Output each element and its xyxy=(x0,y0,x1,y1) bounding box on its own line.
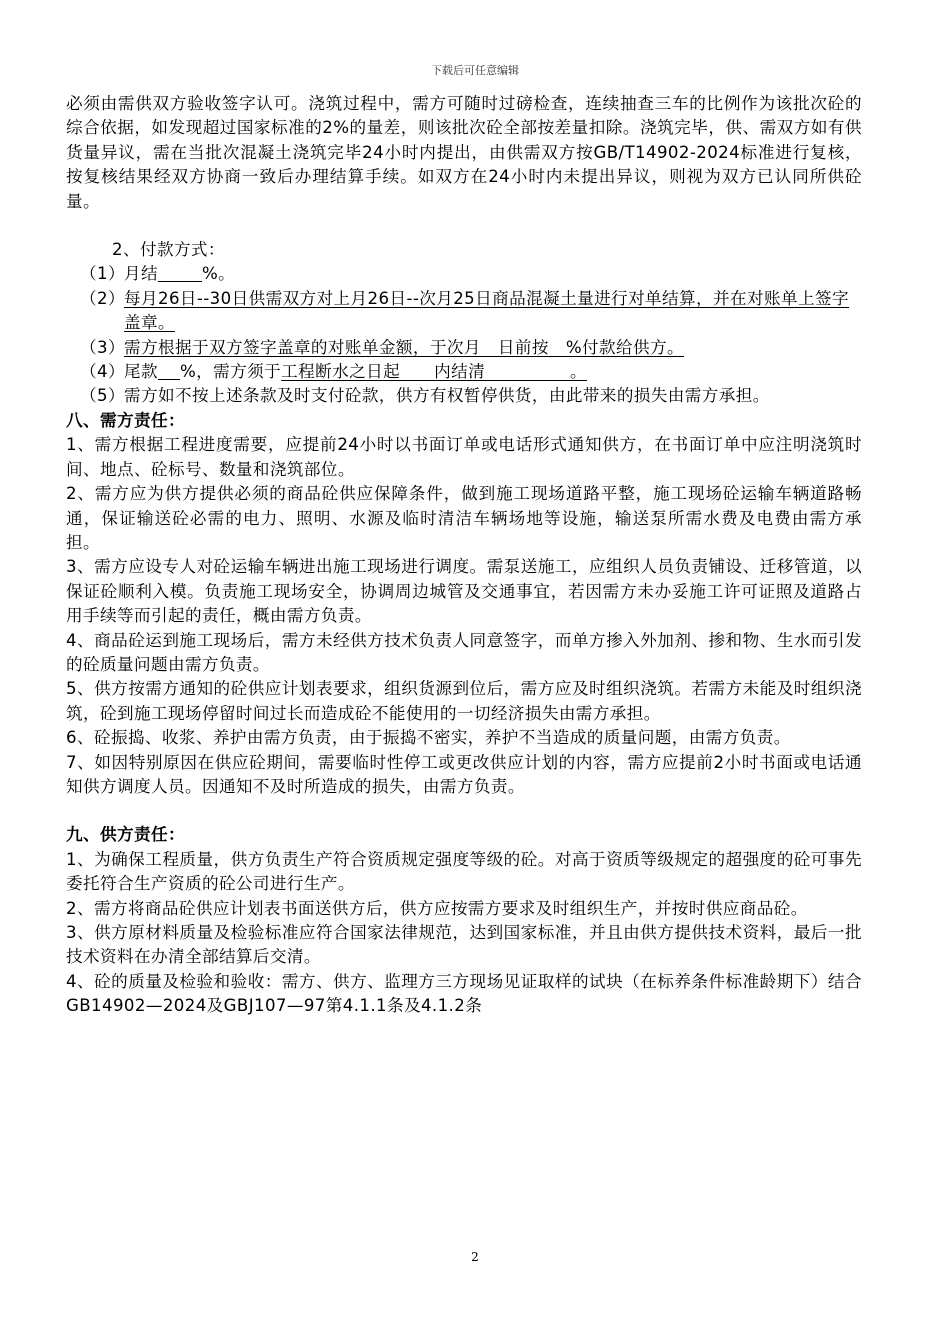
payment-item-5-text: 需方如不按上述条款及时支付砼款，供方有权暂停供货，由此带来的损失由需方承担。 xyxy=(124,386,770,406)
payment-item-4-text-c: 工程断水之日起 内结清 。 xyxy=(281,362,588,382)
payment-item-3 xyxy=(66,336,862,360)
section-9-item-3: 3、供方原材料质量及检验标准应符合国家法律规范，达到国家标准，并且由供方提供技术资料，最后一批技术资料在办清全部结算后交清。 xyxy=(66,923,862,967)
section-8-item-6: 6、砼振捣、收浆、养护由需方负责，由于振捣不密实，养护不当造成的质量问题，由需方负责。 xyxy=(66,728,791,748)
section-8-item-1: 1、需方根据工程进度需要，应提前24小时以书面订单或电话形式通知供方，在书面订单中应注明浇筑时间、地点、砼标号、数量和浇筑部位。 xyxy=(66,435,862,479)
intro-paragraph: 必须由需供双方验收签字认可。浇筑过程中，需方可随时过磅检查，连续抽查三车的比例作为该批次砼的综合依据，如发现超过国家标准的2%的量差，则该批次砼全部按差量扣除。浇筑完毕，供、需双方如有供货量异议，需在当批次混凝土浇筑完毕24小时内提出，由供需双方按GB/T14902-2024标准进行复核，按复核结果经双方协商一致后办理结算手续。如双方在24小时内未提出异议，则视为双方已认同所供砼量。 xyxy=(66,94,862,211)
payment-item-4-text-a: 尾款 xyxy=(124,362,158,382)
payment-item-3-text: 需方根据于双方签字盖章的对账单金额，于次月 日前按 %付款给供方。 xyxy=(124,337,684,357)
page-number: 2 xyxy=(471,1250,479,1264)
header-note: 下载后可任意编辑 xyxy=(431,64,519,77)
payment-item-2-text: 每月26日--30日供需双方对上月26日--次月25日商品混凝土量进行对单结算，并在对账单上签字盖章。 xyxy=(124,288,849,333)
payment-item-4-text-b: %，需方须于 xyxy=(180,362,282,382)
payment-item-1-text-a: 月结 xyxy=(124,264,158,284)
section-9-heading: 九、供方责任： xyxy=(66,825,185,845)
section-9-item-2: 2、需方将商品砼供应计划表书面送供方后，供方应按需方要求及时组织生产，并按时供应商品砼。 xyxy=(66,898,808,918)
section-8-item-5: 5、供方按需方通知的砼供应计划表要求，组织货源到位后，需方应及时组织浇筑。若需方未能及时组织浇筑，砼到施工现场停留时间过长而造成砼不能使用的一切经济损失由需方承担。 xyxy=(66,679,862,723)
section-8-heading: 八、需方责任： xyxy=(66,410,185,430)
section-8-item-2: 2、需方应为供方提供必须的商品砼供应保障条件，做到施工现场道路平整，施工现场砼运输车辆道路畅通，保证输送砼必需的电力、照明、水源及临时清洁车辆场地等设施，输送泵所需水费及电费由需方承担。 xyxy=(66,484,862,552)
payment-item-4-number: （4） xyxy=(80,362,125,382)
payment-item-2-number: （2） xyxy=(80,288,125,308)
payment-item-4-blank xyxy=(158,361,180,380)
spacer xyxy=(66,214,862,238)
section-9-item-4: 4、砼的质量及检验和验收：需方、供方、监理方三方现场见证取样的试块（在标养条件标准龄期下）结合GB14902—2024及GBJ107—97第4.1.1条及4.1.2条 xyxy=(66,971,862,1016)
section-9-item-1: 1、为确保工程质量，供方负责生产符合资质规定强度等级的砼。对高于资质等级规定的超强度的砼可事先委托符合生产资质的砼公司进行生产。 xyxy=(66,849,862,894)
payment-item-5 xyxy=(66,384,862,408)
section-8-item-3: 3、需方应设专人对砼运输车辆进出施工现场进行调度。需泵送施工，应组织人员负责铺设、迁移管道，以保证砼顺利入模。负责施工现场安全，协调周边城管及交通事宜，若因需方未办妥施工许可证照及道路占用手续等而引起的责任，概由需方负责。 xyxy=(66,557,862,626)
payment-item-1-number: （1） xyxy=(80,264,125,284)
payment-title: 2、付款方式： xyxy=(112,240,225,260)
spacer xyxy=(66,799,862,823)
payment-item-3-number: （3） xyxy=(80,337,125,357)
payment-item-4 xyxy=(66,360,862,384)
payment-item-2 xyxy=(66,287,862,336)
payment-item-1-text-b: %。 xyxy=(202,264,236,284)
section-8-item-4: 4、商品砼运到施工现场后，需方未经供方技术负责人同意签字，而单方掺入外加剂、掺和物、生水而引发的砼质量问题由需方负责。 xyxy=(66,630,862,674)
payment-item-1-blank xyxy=(158,263,202,282)
payment-item-1 xyxy=(66,262,862,286)
document-body xyxy=(66,92,862,1019)
section-8-item-7: 7、如因特别原因在供应砼期间，需要临时性停工或更改供应计划的内容，需方应提前2小时书面或电话通知供方调度人员。因通知不及时所造成的损失，由需方负责。 xyxy=(66,752,862,796)
payment-item-5-number: （5） xyxy=(80,386,125,406)
